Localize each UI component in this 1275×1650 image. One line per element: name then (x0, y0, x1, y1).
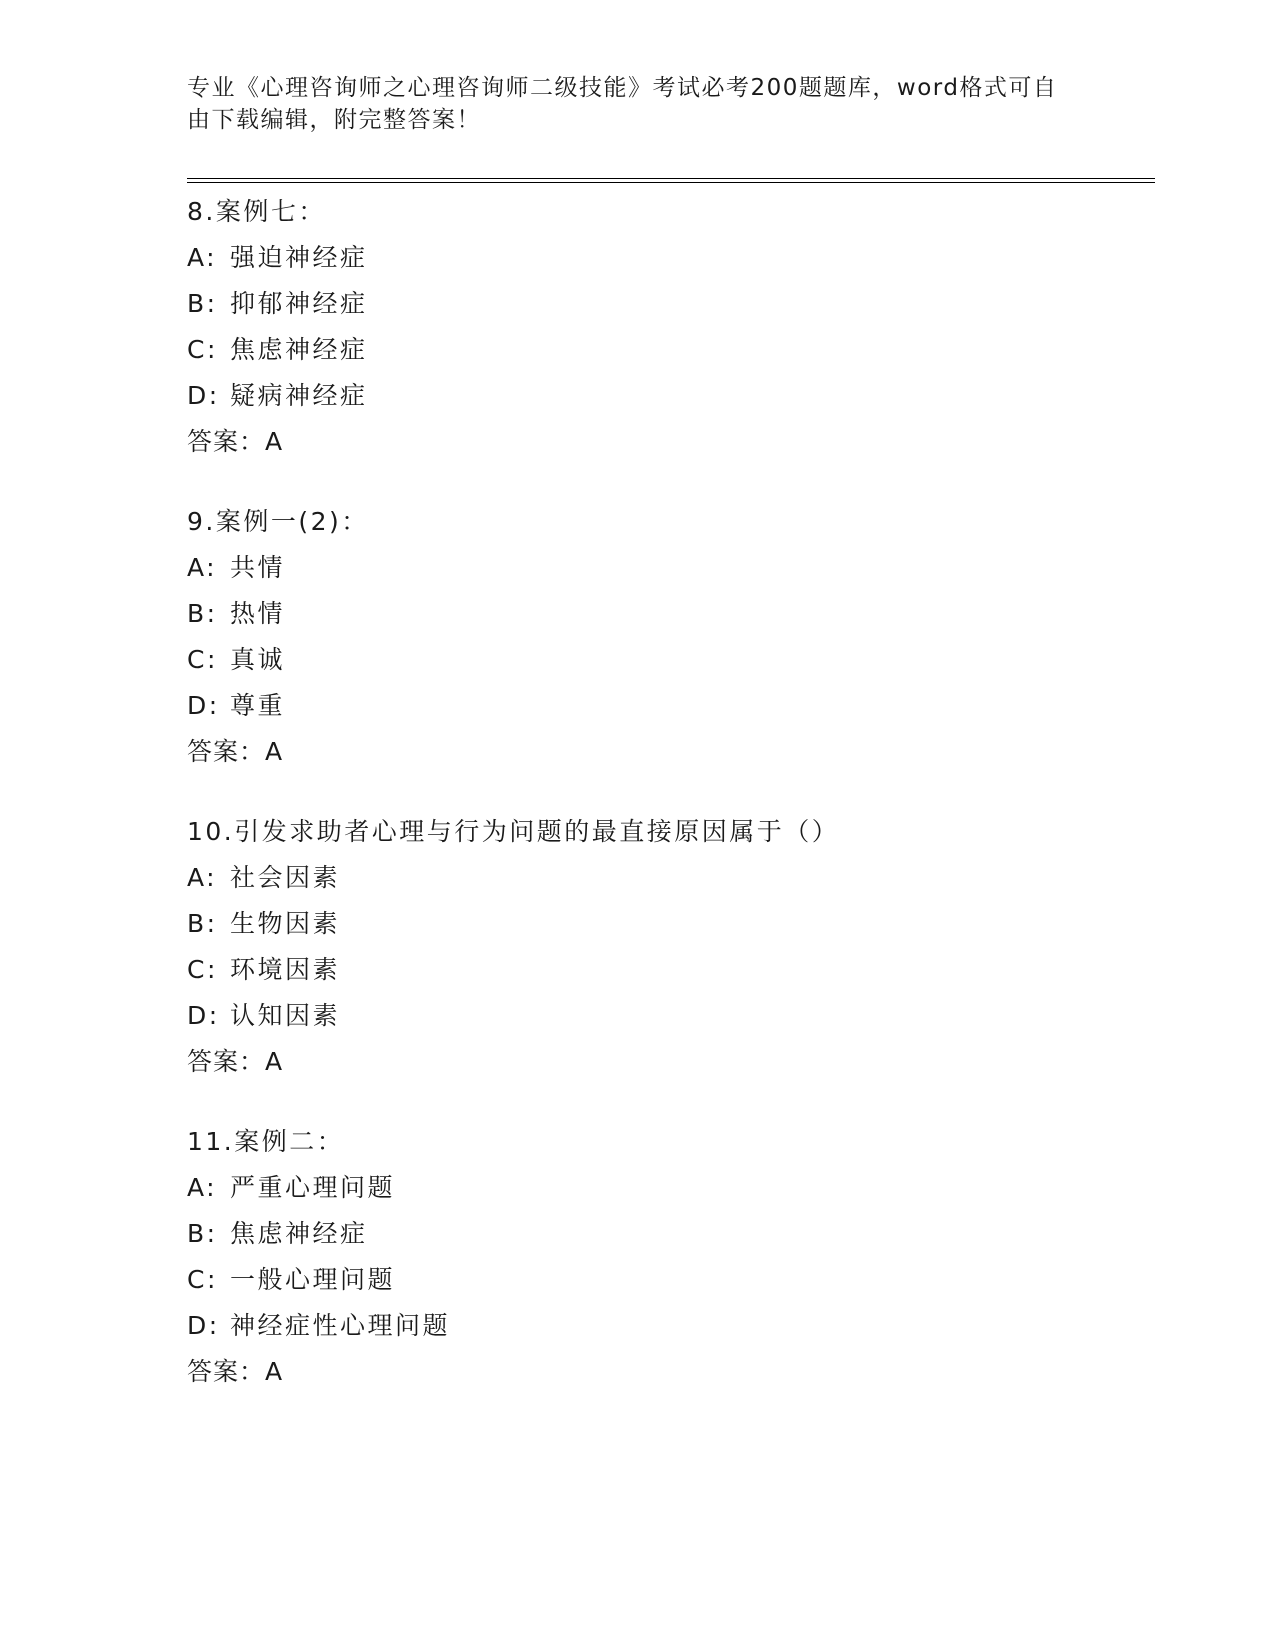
question-10 (187, 809, 1147, 1085)
option-key: B: (187, 909, 218, 938)
option-c (187, 637, 1147, 683)
option-d (187, 683, 1147, 729)
option-text: 强迫神经症 (230, 243, 368, 272)
option-key: D: (187, 691, 220, 720)
option-b (187, 591, 1147, 637)
option-d (187, 993, 1147, 1039)
question-stem: 11.案例二： (187, 1127, 345, 1156)
answer-label: 答案： (187, 737, 266, 766)
option-key: B: (187, 599, 218, 628)
question-stem: 10.引发求助者心理与行为问题的最直接原因属于（） (187, 817, 840, 846)
option-text: 认知因素 (230, 1001, 341, 1030)
answer-line (187, 419, 1147, 465)
question-9 (187, 499, 1147, 775)
answer-line (187, 1349, 1147, 1395)
option-key: B: (187, 289, 218, 318)
question-stem: 9.案例一(2)： (187, 507, 369, 536)
option-text: 共情 (230, 553, 286, 582)
option-a (187, 1165, 1147, 1211)
option-text: 焦虑神经症 (230, 1219, 368, 1248)
option-a (187, 235, 1147, 281)
option-d (187, 1303, 1147, 1349)
option-d (187, 373, 1147, 419)
option-key: A: (187, 243, 218, 272)
answer-value: A (265, 1047, 285, 1076)
answer-label: 答案： (187, 1357, 266, 1386)
option-key: C: (187, 955, 218, 984)
page-header: 专业《心理咨询师之心理咨询师二级技能》考试必考200题题库，word格式可自由下载编辑，附完整答案！ (187, 75, 1058, 133)
option-text: 真诚 (230, 645, 286, 674)
answer-line (187, 1039, 1147, 1085)
option-key: D: (187, 1001, 220, 1030)
option-key: A: (187, 1173, 218, 1202)
option-a (187, 545, 1147, 591)
option-key: C: (187, 645, 218, 674)
option-text: 尊重 (230, 691, 286, 720)
option-b (187, 1211, 1147, 1257)
option-c (187, 947, 1147, 993)
option-key: B: (187, 1219, 218, 1248)
question-11 (187, 1119, 1147, 1395)
answer-value: A (265, 427, 285, 456)
question-stem: 8.案例七： (187, 197, 326, 226)
option-key: A: (187, 553, 218, 582)
option-text: 环境因素 (230, 955, 341, 984)
option-text: 一般心理问题 (230, 1265, 396, 1294)
option-text: 神经症性心理问题 (230, 1311, 451, 1340)
option-text: 疑病神经症 (230, 381, 368, 410)
question-list (187, 189, 1147, 1429)
option-key: A: (187, 863, 218, 892)
option-b (187, 901, 1147, 947)
option-text: 生物因素 (230, 909, 341, 938)
answer-line (187, 729, 1147, 775)
option-key: D: (187, 1311, 220, 1340)
header-rule-bottom (187, 182, 1155, 183)
option-key: C: (187, 335, 218, 364)
option-text: 焦虑神经症 (230, 335, 368, 364)
answer-label: 答案： (187, 1047, 266, 1076)
answer-value: A (265, 1357, 285, 1386)
option-text: 社会因素 (230, 863, 341, 892)
option-text: 热情 (230, 599, 286, 628)
option-c (187, 1257, 1147, 1303)
option-a (187, 855, 1147, 901)
answer-value: A (265, 737, 285, 766)
answer-label: 答案： (187, 427, 266, 456)
option-text: 抑郁神经症 (230, 289, 368, 318)
option-text: 严重心理问题 (230, 1173, 396, 1202)
option-c (187, 327, 1147, 373)
option-key: C: (187, 1265, 218, 1294)
header-rule-top (187, 178, 1155, 179)
option-key: D: (187, 381, 220, 410)
option-b (187, 281, 1147, 327)
question-8 (187, 189, 1147, 465)
